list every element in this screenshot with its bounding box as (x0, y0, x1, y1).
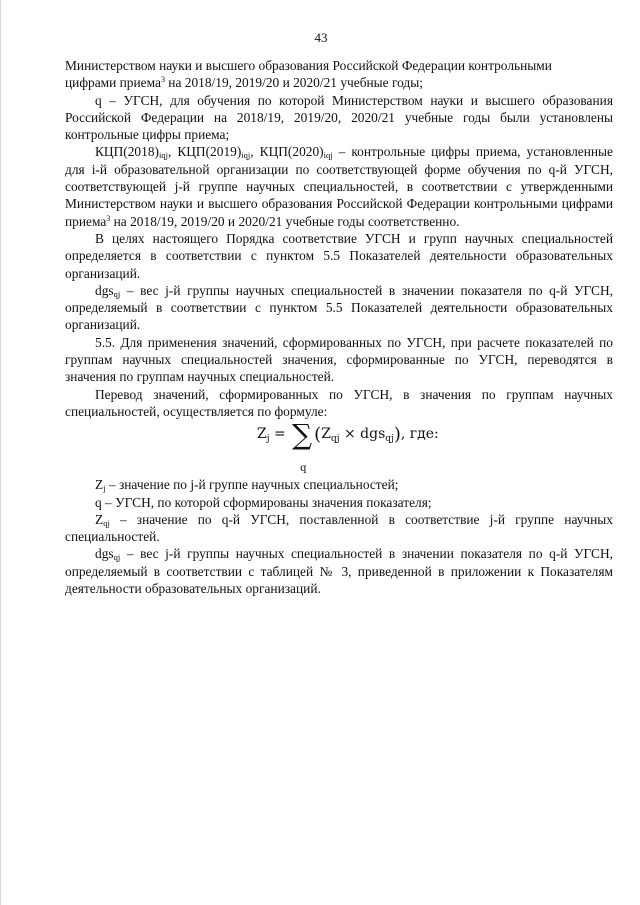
text-fragment: – контрольные цифры приема, установленные для i-й образовательной организации по соответствующей форме обучения по q-й УГСН, соответствующей j-й группе научных специальностей, в соответствии с утвержденными Министерством науки и высшего образования Российской Федерации контрольными цифрами приема (65, 144, 613, 229)
formula-subscript: qj (385, 434, 394, 445)
page-number: 43 (314, 30, 328, 45)
symbol-subscript: qj (113, 552, 121, 563)
symbol-kcp-2019: КЦП(2019) (177, 144, 242, 160)
formula-lhs: Z (257, 426, 267, 443)
paragraph-ugsn-correspondence: В целях настоящего Порядка соответствие УГСН и групп научных специальностей определяется в соответствии с пунктом 5.5 Показателей деятельности образовательных организаций. (65, 230, 613, 281)
paragraph-conversion-intro: Перевод значений, сформированных по УГСН, в значения по группам научных специальностей, осуществляется по формуле: (65, 386, 613, 419)
symbol-kcp-2018: КЦП(2018) (95, 144, 159, 160)
text-fragment: – вес j-й группы научных специальностей в значении показателя по q-й УГСН, определяемый в соответствии с пунктом 5.5 Показателей деятельности образовательных организаций. (65, 282, 613, 333)
formula-times: × (339, 426, 361, 443)
symbol-subscript: iqj (241, 150, 251, 161)
paragraph-kcp-continuation (65, 57, 613, 92)
symbol-subscript: iqj (158, 150, 168, 161)
paragraph-zqj-definition (65, 511, 613, 546)
symbol-dgs: dgs (95, 546, 114, 562)
paragraph-q-ugsn: q – УГСН, по которой сформированы значения показателя; (95, 494, 432, 510)
paragraph-kcp-definition: $КЦП(2018)_{iqj}$, $КЦП(2019)_{iqj}$, $КЦП(2020)_{iqj}$ – контрольные цифры приема, установленные для i-й образовательной организации по соответствующей форме обучения по q-й УГСН, соответствующей j-й группе научных специальностей, в соответствии с утвержденными Министерством науки и высшего образования Российской Федерации контрольными цифрами приема$^3$ на 2018/19, 2019/20 и 2020/21 учебные годы соответственно. (65, 144, 613, 229)
symbol-subscript: qj (103, 517, 110, 528)
symbol-dgs: dgs (95, 282, 114, 298)
text-fragment: на 2018/19, 2019/20 и 2020/21 учебные годы; (164, 75, 423, 91)
formula-term-z: Z (321, 426, 331, 443)
formula (257, 418, 439, 475)
formula-close-paren: ) (393, 424, 401, 446)
paragraph-zj-definition (65, 476, 613, 493)
paragraph-dgs-table-definition (65, 545, 613, 597)
formula-open-paren: ( (314, 424, 322, 446)
sum-index: q (300, 463, 307, 475)
symbol-z: Z (95, 511, 104, 527)
text-fragment: цифрами приема (65, 75, 161, 91)
text-fragment: – вес j-й группы научных специальностей в значении показателя по q-й УГСН, определяемый в соответствии с таблицей № 3, приведенной в приложении к Показателям деятельности образовательных организаций. (65, 546, 613, 597)
formula-equals: = (269, 426, 291, 443)
footnote-ref: 3 (160, 75, 165, 85)
formula-tail: , где: (400, 426, 439, 443)
formula-subscript: qj (330, 434, 340, 445)
paragraph-dgs-definition (65, 282, 613, 334)
formula-subscript: j (266, 434, 270, 445)
text-fragment: на 2018/19, 2019/20 и 2020/21 учебные годы соответственно. (110, 213, 460, 229)
formula-term-dgs: dgs (360, 426, 386, 443)
text-fragment: – значение по j-й группе научных специальностей; (105, 477, 399, 493)
symbol-subscript: j (103, 483, 106, 494)
formula-block (65, 420, 613, 476)
text-line: Министерством науки и высшего образования Российской Федерации контрольными (65, 58, 552, 73)
symbol-subscript: iqj (323, 150, 333, 161)
sum-symbol (292, 418, 313, 475)
footnote-ref: 3 (106, 213, 111, 223)
symbol-z: Z (95, 477, 104, 493)
paragraph-q-definition: q – УГСН, для обучения по которой Министерством науки и высшего образования Российской Федерации на 2018/19, 2019/20, 2020/21 учебные годы были установлены контрольные цифры приема; (65, 92, 613, 143)
text-fragment: – значение по q-й УГСН, поставленной в соответствие j-й группе научных специальностей. (65, 511, 613, 545)
symbol-subscript: qj (113, 288, 121, 299)
paragraph-section-5-5: 5.5. Для применения значений, сформированных по УГСН, при расчете показателей по группам научных специальностей значения, сформированные по УГСН, переводятся в значения по группам научных специальностей. (65, 334, 613, 385)
document-body (65, 57, 613, 597)
sigma-glyph: ∑ (292, 418, 313, 452)
symbol-kcp-2020: КЦП(2020) (259, 144, 324, 160)
